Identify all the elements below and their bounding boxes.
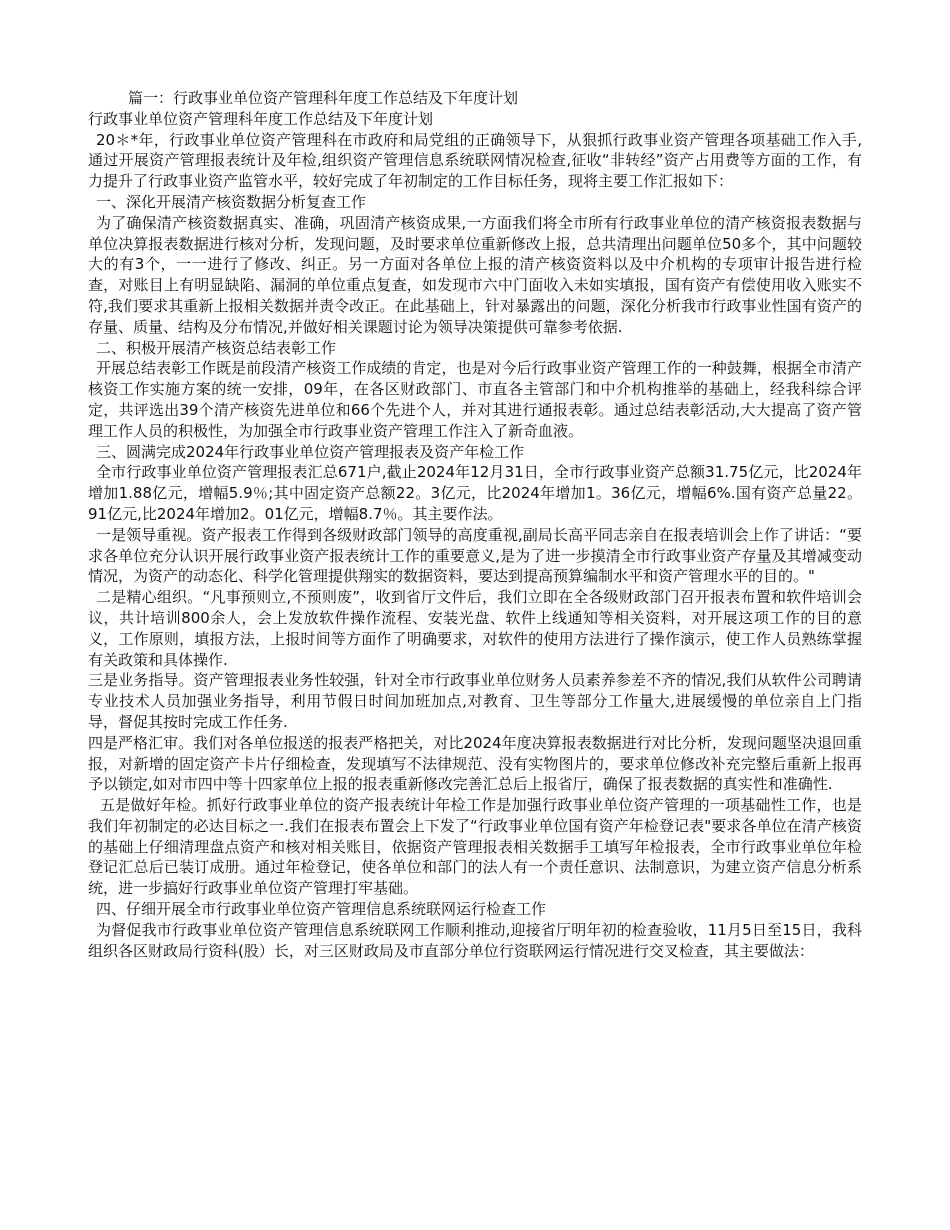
document-title: 篇一：行政事业单位资产管理科年度工作总结及下年度计划 (128, 89, 519, 107)
section-heading-1: 一、深化开展清产核资数据分析复查工作 (96, 192, 367, 211)
section-3-point-5-paragraph: 五是做好年检。抓好行政事业单位的资产报表统计年检工作是加强行政事业单位资产管理的一项基础性工作，也是我们年初制定的必达目标之一.我们在报表布置会上下发了“行政事业单位国有资产年检登记表"要求各单位在清产核资的基础上仔细清理盘点资产和核对相关账目，依据资产管理报表相关数据手工填写年检报表，全市行政事业单位年检登记汇总后已装订成册。通过年检登记，使各单位和部门的法人有一个责任意识、法制意识，为建立资产信息分析系统，进一步搞好行政事业单位资产管理打牢基础。 (88, 796, 862, 898)
section-3-point-3-paragraph: 三是业务指导。资产管理报表业务性较强，针对全市行政事业单位财务人员素养参差不齐的情况,我们从软件公司聘请专业技术人员加强业务指导，利用节假日时间加班加点,对教育、卫生等部分工作量大,进展缓慢的单位亲自上门指导，督促其按时完成工作任务. (88, 671, 862, 731)
document-subtitle: 行政事业单位资产管理科年度工作总结及下年度计划 (88, 109, 434, 128)
section-heading-4: 四、仔细开展全市行政事业单位资产管理信息系统联网运行检查工作 (96, 900, 547, 919)
section-3-point-4-paragraph: 四是严格汇审。我们对各单位报送的报表严格把关，对比2024年度决算报表数据进行对比分析，发现问题坚决退回重报，对新增的固定资产卡片仔细检查，发现填写不法律规范、没有实物图片的，要求单位修改补充完整后重新上报再予以锁定,如对市四中等十四家单位上报的报表重新修改完善汇总后上报省厅，确保了报表数据的真实性和准确性. (88, 733, 862, 794)
section-heading-3: 三、圆满完成2024年行政事业单位资产管理报表及资产年检工作 (96, 442, 525, 461)
section-3-point-1-paragraph: 一是领导重视。资产报表工作得到各级财政部门领导的高度重视,副局长高平同志亲自在报表培训会上作了讲话：“要求各单位充分认识开展行政事业资产报表统计工作的重要意义,是为了进一步摸清全市行政事业资产存量及其增减变动情况，为资产的动态化、科学化管理提供翔实的数据资料，要达到提高预算编制水平和资产管理水平的目的。" (88, 525, 862, 586)
section-3-point-2-paragraph: 二是精心组织。“凡事预则立,不预则废”，收到省厅文件后，我们立即在全各级财政部门召开报表布置和软件培训会议，共计培训800余人，会上发放软件操作流程、安装光盘、软件上线通知等相关资料，对开展这项工作的目的意义，工作原则，填报方法，上报时间等方面作了明确要求，对软件的使用方法进行了操作演示，使工作人员熟练掌握有关政策和具体操作. (88, 588, 862, 669)
intro-paragraph: 20＊*年，行政事业单位资产管理科在市政府和局党组的正确领导下，从狠抓行政事业资产管理各项基础工作入手,通过开展资产管理报表统计及年检,组织资产管理信息系统联网情况检查,征收“非转经”资产占用费等方面的工作，有力提升了行政事业资产监管水平，较好完成了年初制定的工作目标任务，现将主要工作汇报如下： (88, 130, 862, 191)
section-2-paragraph: 开展总结表彰工作既是前段清产核资工作成绩的肯定，也是对今后行政事业资产管理工作的一种鼓舞，根据全市清产核资工作实施方案的统一安排，09年，在各区财政部门、市直各主管部门和中介机构推举的基础上，经我科综合评定，共评选出39个清产核资先进单位和66个先进个人，并对其进行通报表彰。通过总结表彰活动,大大提高了资产管理工作人员的积极性，为加强全市行政事业资产管理工作注入了新奇血液。 (88, 359, 862, 440)
section-1-paragraph: 为了确保清产核资数据真实、准确，巩固清产核资成果,一方面我们将全市所有行政事业单位的清产核资报表数据与单位决算报表数据进行核对分析，发现问题，及时要求单位重新修改上报，总共清理出问题单位50多个，其中问题较大的有3个，一一进行了修改、纠正。另一方面对各单位上报的清产核资资料以及中介机构的专项审计报告进行检查，对账目上有明显缺陷、漏洞的单位重点复查，如发现市六中门面收入未如实填报，国有资产有偿使用收入账实不符,我们要求其重新上报相关数据并责令改正。在此基础上，针对暴露出的问题，深化分析我市行政事业性国有资产的存量、质量、结构及分布情况,并做好相关课题讨论为领导决策提供可靠参考依据. (88, 213, 862, 336)
section-heading-2: 二、积极开展清产核资总结表彰工作 (96, 338, 337, 357)
section-3-summary-paragraph: 全市行政事业单位资产管理报表汇总671户,截止2024年12月31日，全市行政事业资产总额31.75亿元，比2024年增加1.88亿元，增幅5.9％;其中固定资产总额22。3亿元，比2024年增加1。36亿元，增幅6%.国有资产总量22。91亿元,比2024年增加2。01亿元，增幅8.7％。其主要作法。 (88, 463, 862, 523)
section-4-paragraph: 为督促我市行政事业单位资产管理信息系统联网工作顺利推动,迎接省厅明年初的检查验收，11月5日至15日，我科组织各区财政局行资科(股）长，对三区财政局及市直部分单位行资联网运行情况进行交叉检查，其主要做法： (88, 920, 862, 960)
